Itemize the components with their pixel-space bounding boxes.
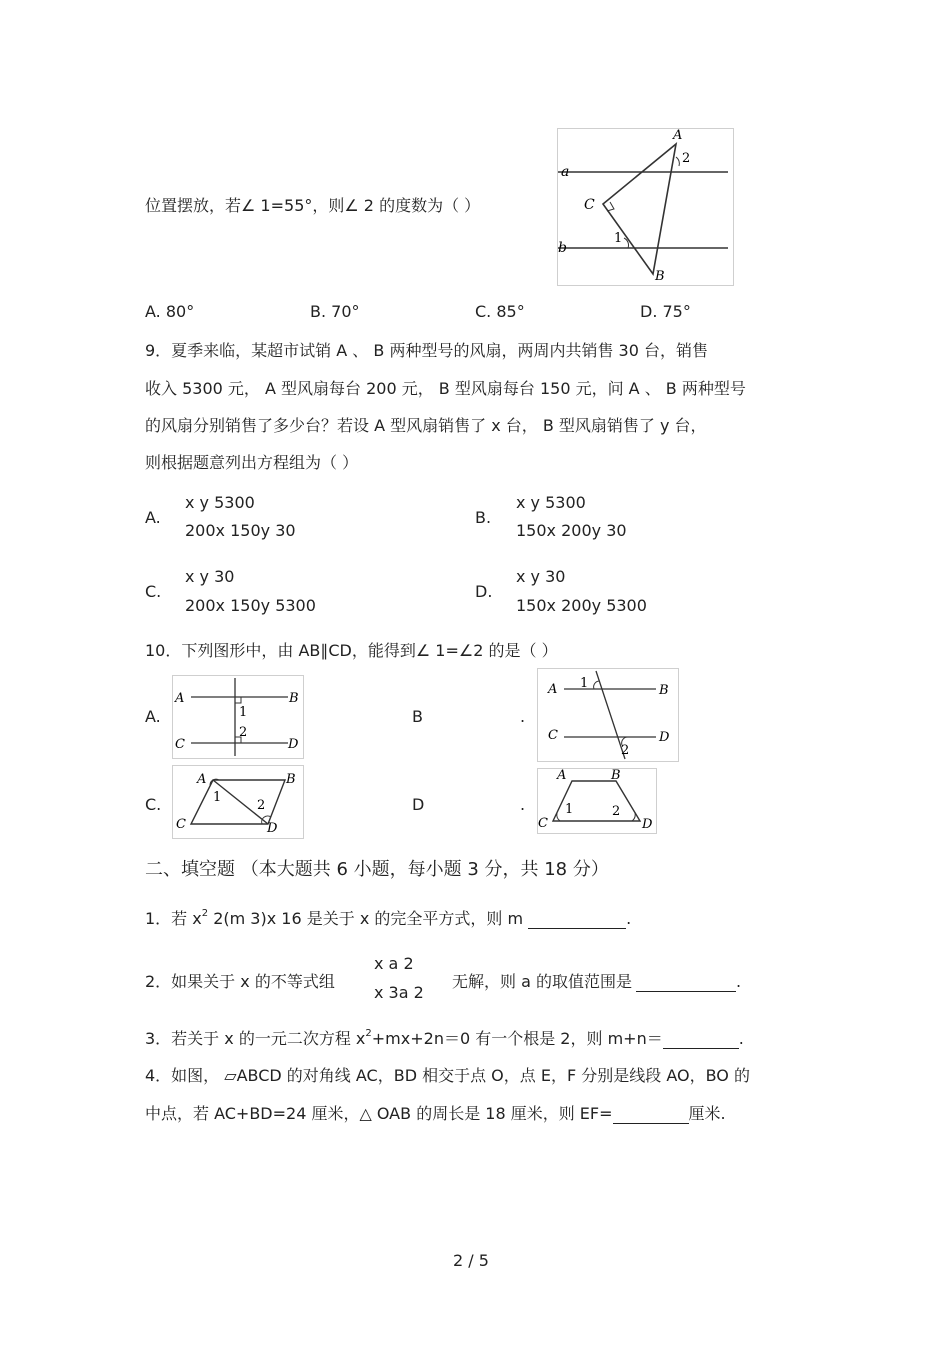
q8-option-d: D. 75° bbox=[640, 302, 691, 321]
fig-d-point-b: B bbox=[611, 769, 621, 783]
fill-q2-post-text: 无解，则 a 的取值范围是 bbox=[452, 972, 632, 991]
q8-option-a: A. 80° bbox=[145, 302, 195, 321]
fill-q1 bbox=[145, 906, 631, 929]
q10-option-d-dot: . bbox=[520, 795, 526, 814]
q9-option-c-label: C. bbox=[145, 582, 162, 601]
q9-option-a-eq1: x y 5300 bbox=[185, 493, 255, 512]
fig-a-angle-2: 2 bbox=[239, 725, 248, 740]
q9-option-b-eq1: x y 5300 bbox=[516, 493, 586, 512]
fig-a-angle-1: 1 bbox=[239, 705, 248, 720]
q8-stem-tail: 位置摆放，若∠ 1=55°，则∠ 2 的度数为（ ） bbox=[145, 196, 481, 215]
fill-q2-end: . bbox=[735, 972, 742, 991]
q10-option-d-label: D bbox=[412, 795, 425, 814]
fig-d-angle-1: 1 bbox=[565, 802, 574, 817]
q9-option-b-eq2: 150x 200y 30 bbox=[516, 521, 627, 540]
q8-option-c: C. 85° bbox=[475, 302, 525, 321]
q9-option-c-eq1: x y 30 bbox=[185, 567, 235, 586]
q9-line-3: 的风扇分别销售了多少台？若设 A 型风扇销售了 x 台， B 型风扇销售了 y 台， bbox=[145, 416, 707, 435]
fig-d-point-c: C bbox=[538, 816, 548, 831]
fill-q4-line-2-pre: 中点，若 AC+BD=24 厘米，△ OAB 的周长是 18 厘米，则 EF= bbox=[145, 1104, 613, 1123]
fig-c-point-a: A bbox=[197, 772, 207, 787]
fig-b-point-c: C bbox=[548, 728, 558, 743]
fig-a-point-d: D bbox=[288, 737, 299, 752]
q9-option-d-eq2: 150x 200y 5300 bbox=[516, 596, 647, 615]
fig-c-angle-1: 1 bbox=[213, 790, 222, 805]
line-a-label: a bbox=[561, 164, 570, 180]
fig-a-point-c: C bbox=[175, 737, 185, 752]
angle-2-label: 2 bbox=[682, 151, 691, 166]
q8-figure bbox=[557, 128, 734, 286]
q9-line-2: 收入 5300 元， A 型风扇每台 200 元， B 型风扇每台 150 元，问 A 、 B 两种型号 bbox=[145, 379, 746, 398]
q9-option-d-label: D. bbox=[475, 582, 493, 601]
fig-d-angle-2: 2 bbox=[612, 804, 621, 819]
fig-c-point-d: D bbox=[267, 821, 278, 836]
point-a-label: A bbox=[673, 129, 683, 143]
q10-option-b-label: B bbox=[412, 707, 423, 726]
fig-b-angle-1: 1 bbox=[580, 676, 589, 691]
fill-q3-sup: 2 bbox=[365, 1028, 372, 1039]
q10-stem: 10．下列图形中，由 AB∥CD，能得到∠ 1=∠2 的是（ ） bbox=[145, 641, 558, 660]
q10-option-b-dot: . bbox=[520, 707, 526, 726]
fill-q3 bbox=[145, 1026, 744, 1049]
fill-q1-sup: 2 bbox=[201, 908, 209, 919]
fill-q1-post: . bbox=[626, 909, 632, 928]
line-b-label: b bbox=[558, 240, 567, 256]
fig-b-point-d: D bbox=[659, 730, 670, 745]
q10-option-c-label: C. bbox=[145, 795, 162, 814]
fill-q2-post bbox=[452, 969, 741, 992]
fill-q4-line-2-post: 厘米. bbox=[688, 1104, 726, 1123]
fig-d-point-d: D bbox=[642, 817, 653, 832]
q8-option-b: B. 70° bbox=[310, 302, 360, 321]
fig-b-point-a: A bbox=[548, 682, 558, 697]
q10-option-a-label: A. bbox=[145, 707, 161, 726]
fill-q3-blank bbox=[663, 1032, 739, 1049]
fill-q1-blank bbox=[528, 912, 626, 929]
fill-q1-pre: 1．若 x bbox=[145, 909, 202, 928]
point-c-label: C bbox=[584, 197, 595, 213]
q9-option-c-eq2: 200x 150y 5300 bbox=[185, 596, 316, 615]
fill-q3-mid: +mx+2n＝0 有一个根是 2，则 m+n＝ bbox=[371, 1029, 663, 1048]
q10-figure-c bbox=[172, 765, 304, 839]
q9-line-1: 9．夏季来临，某超市试销 A 、 B 两种型号的风扇，两周内共销售 30 台，销售 bbox=[145, 341, 708, 360]
fill-q2-pre: 2．如果关于 x 的不等式组 bbox=[145, 972, 335, 991]
q10-figure-d bbox=[537, 768, 657, 834]
fig-c-point-b: B bbox=[286, 772, 296, 787]
fill-q4-line-2 bbox=[145, 1101, 726, 1124]
fig-c-point-c: C bbox=[176, 817, 186, 832]
q10-figure-a bbox=[172, 675, 304, 759]
fill-q2-blank bbox=[636, 975, 736, 992]
q9-option-d-eq1: x y 30 bbox=[516, 567, 566, 586]
fig-a-point-b: B bbox=[289, 691, 299, 706]
angle-1-label: 1 bbox=[614, 231, 623, 246]
page-number: 2 / 5 bbox=[453, 1251, 489, 1270]
section-2-title: 二、填空题 （本大题共 6 小题，每小题 3 分，共 18 分） bbox=[145, 859, 609, 880]
fill-q2-sys1: x a 2 bbox=[374, 954, 414, 973]
q9-option-b-label: B. bbox=[475, 508, 492, 527]
fig-c-angle-2: 2 bbox=[257, 798, 266, 813]
fig-b-angle-2: 2 bbox=[621, 743, 630, 758]
fill-q2-sys2: x 3a 2 bbox=[374, 983, 424, 1002]
fig-d-point-a: A bbox=[557, 769, 567, 783]
q9-line-4: 则根据题意列出方程组为（ ） bbox=[145, 453, 359, 472]
fig-a-point-a: A bbox=[175, 691, 185, 706]
fig-b-point-b: B bbox=[659, 683, 669, 698]
fill-q4-line-1: 4．如图， ▱ABCD 的对角线 AC，BD 相交于点 O，点 E，F 分别是线段 AO，BO 的 bbox=[145, 1066, 750, 1085]
fill-q3-pre: 3．若关于 x 的一元二次方程 x bbox=[145, 1029, 366, 1048]
fill-q1-mid: 2(m 3)x 16 是关于 x 的完全平方式，则 m bbox=[208, 909, 529, 928]
q9-option-a-label: A. bbox=[145, 508, 161, 527]
q9-option-a-eq2: 200x 150y 30 bbox=[185, 521, 296, 540]
q10-figure-b bbox=[537, 668, 679, 762]
fill-q4-blank bbox=[613, 1107, 689, 1124]
fill-q3-end: . bbox=[738, 1029, 744, 1048]
point-b-label: B bbox=[655, 269, 665, 284]
